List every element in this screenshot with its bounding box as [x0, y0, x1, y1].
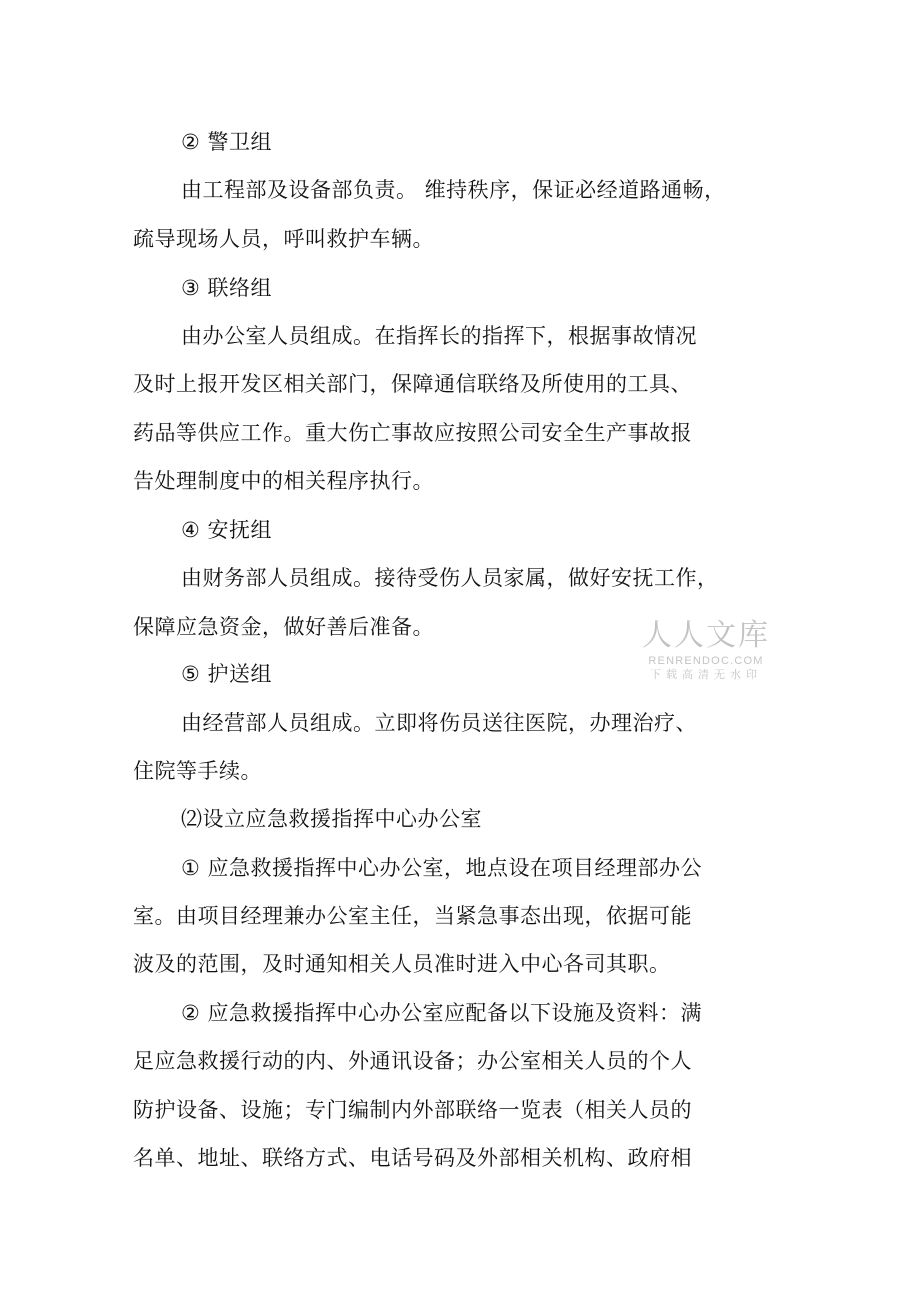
- paragraph-line: 由办公室人员组成。在指挥长的指挥下，根据事故情况: [181, 324, 697, 348]
- paragraph-line: 及时上报开发区相关部门，保障通信联络及所使用的工具、: [133, 372, 692, 396]
- paragraph-line: 防护设备、设施；专门编制内外部联络一览表（相关人员的: [133, 1098, 692, 1122]
- watermark-url: RENRENDOC.COM: [648, 655, 764, 667]
- paragraph-line: 由经营部人员组成。立即将伤员送往医院，办理治疗、: [181, 711, 697, 735]
- heading-liaison-group: ③ 联络组: [181, 276, 273, 300]
- paragraph-line: 住院等手续。: [133, 759, 262, 783]
- paragraph-line: ② 应急救援指挥中心办公室应配备以下设施及资料：满: [181, 1001, 702, 1025]
- paragraph-line: ① 应急救援指挥中心办公室，地点设在项目经理部办公: [181, 856, 702, 880]
- section-heading-command-office: ⑵设立应急救援指挥中心办公室: [181, 807, 482, 831]
- paragraph-line: 由财务部人员组成。接待受伤人员家属，做好安抚工作，: [181, 566, 719, 590]
- heading-guard-group: ② 警卫组: [181, 130, 273, 154]
- paragraph-line: 告处理制度中的相关程序执行。: [133, 469, 434, 493]
- heading-escort-group: ⑤ 护送组: [181, 662, 273, 686]
- paragraph-line: 波及的范围，及时通知相关人员准时进入中心各司其职。: [133, 952, 671, 976]
- paragraph-line: 疏导现场人员，呼叫救护车辆。: [133, 227, 434, 251]
- paragraph-line: 室。由项目经理兼办公室主任，当紧急事态出现，依据可能: [133, 904, 692, 928]
- watermark-subtitle: 下载高清无水印: [650, 668, 762, 681]
- watermark-logo: [640, 618, 772, 682]
- watermark-title: 人人文库: [642, 618, 770, 653]
- paragraph-line: 由工程部及设备部负责。 维持秩序，保证必经道路通畅，: [181, 178, 726, 202]
- paragraph-line: 名单、地址、联络方式、电话号码及外部相关机构、政府相: [133, 1146, 692, 1170]
- paragraph-line: 保障应急资金，做好善后准备。: [133, 615, 434, 639]
- paragraph-line: 药品等供应工作。重大伤亡事故应按照公司安全生产事故报: [133, 421, 692, 445]
- paragraph-line: 足应急救援行动的内、外通讯设备；办公室相关人员的个人: [133, 1049, 692, 1073]
- heading-comfort-group: ④ 安抚组: [181, 518, 273, 542]
